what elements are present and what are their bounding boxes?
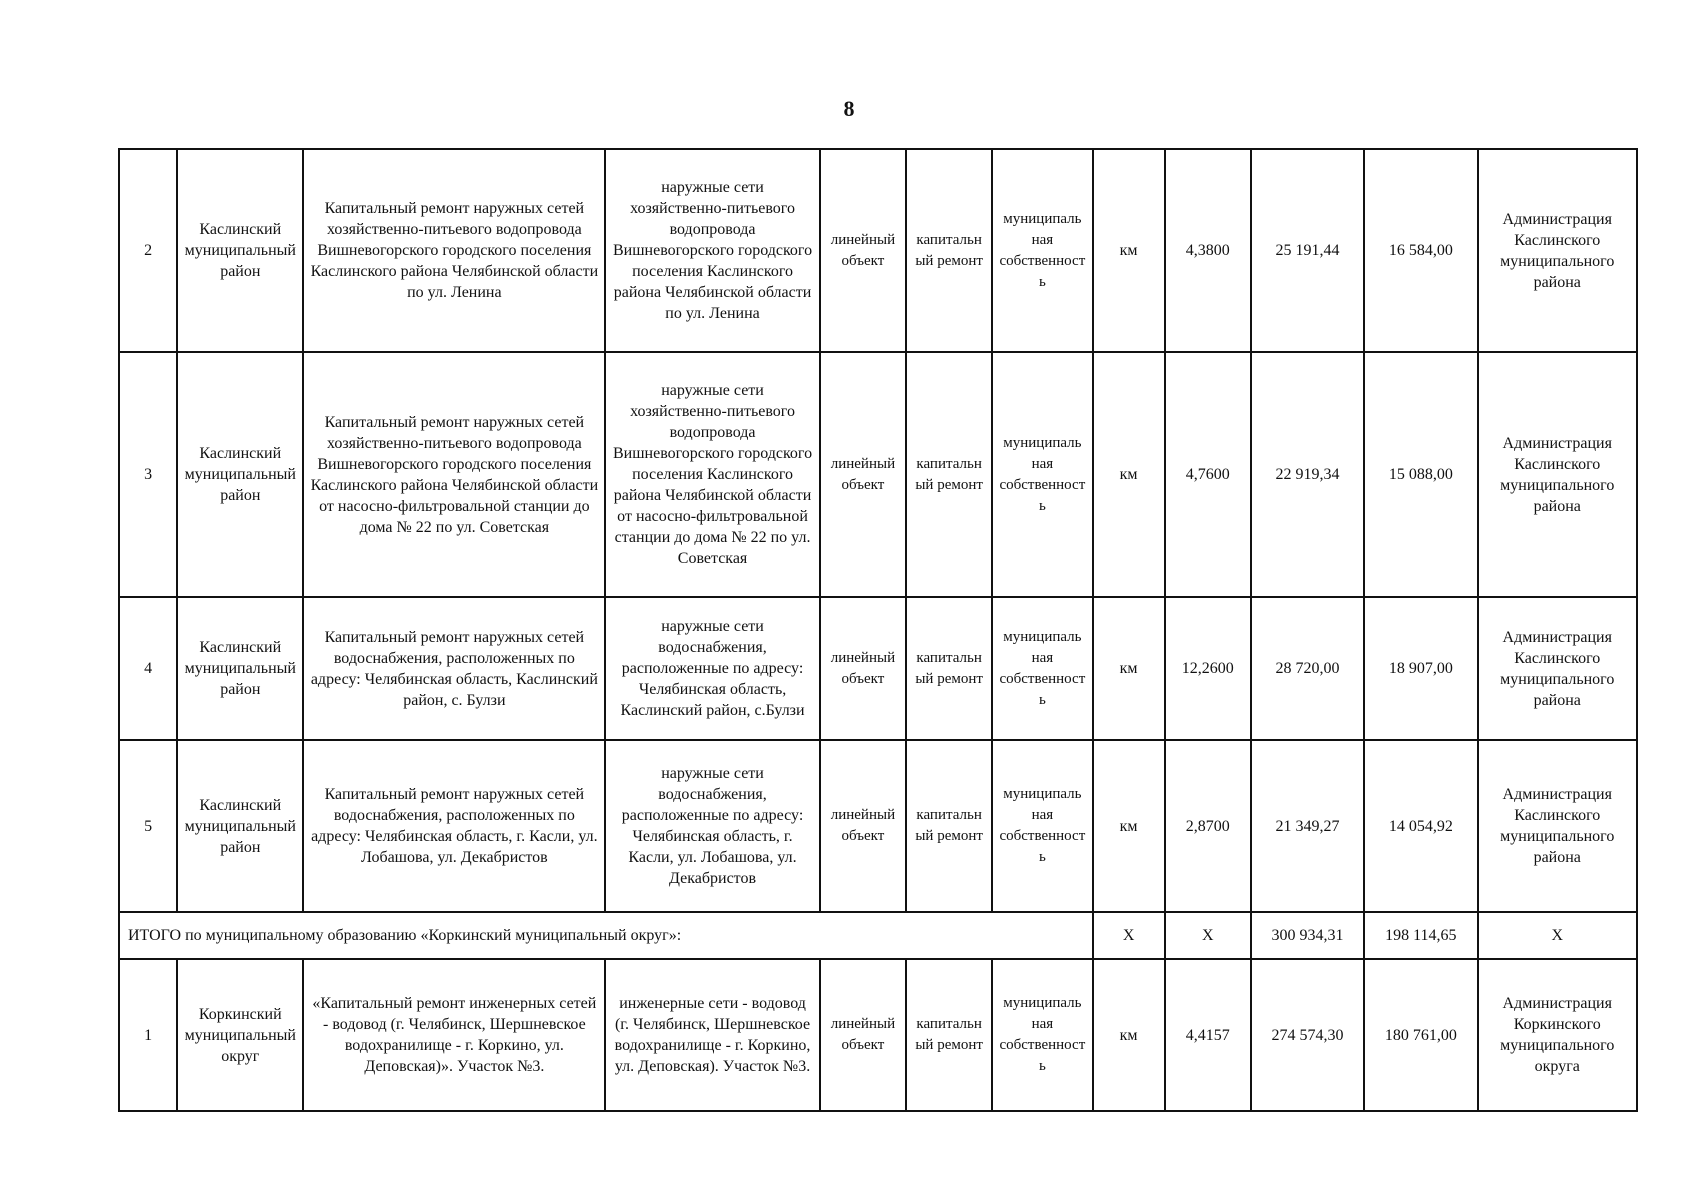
object-type-cell: линейный объект [820, 352, 906, 597]
total-label: ИТОГО по муниципальному образованию «Коркинский муниципальный округ»: [119, 912, 1093, 959]
object-type-cell: линейный объект [820, 149, 906, 352]
program-table [118, 148, 1638, 1112]
unit-cell: км [1093, 149, 1165, 352]
capacity-cell: 12,2600 [1165, 597, 1251, 740]
unit-cell: км [1093, 959, 1165, 1111]
unit-cell: км [1093, 597, 1165, 740]
table-row [119, 597, 1637, 740]
row-number: 4 [119, 597, 177, 740]
object-type-cell: линейный объект [820, 959, 906, 1111]
total-cost-cell: 25 191,44 [1251, 149, 1364, 352]
table-row [119, 740, 1637, 912]
customer-cell: Администрация Каслинского муниципального района [1478, 149, 1638, 352]
project-name-cell: Капитальный ремонт наружных сетей водоснабжения, расположенных по адресу: Челябинская область, Каслинский район, с. Булзи [303, 597, 605, 740]
total-customer-cell: Х [1478, 912, 1638, 959]
budget-cost-cell: 16 584,00 [1364, 149, 1477, 352]
ownership-cell: муниципальная собственность [992, 740, 1092, 912]
object-type-cell: линейный объект [820, 740, 906, 912]
total-cost-cell: 300 934,31 [1251, 912, 1364, 959]
total-unit-cell: Х [1093, 912, 1165, 959]
municipality-cell: Каслинский муниципальный район [177, 740, 303, 912]
row-number: 5 [119, 740, 177, 912]
unit-cell: км [1093, 740, 1165, 912]
object-cell: наружные сети хозяйственно-питьевого водопровода Вишневогорского городского поселения Каслинского района Челябинской области от насосно-фильтровальной станции до дома № 22 по ул. Советская [605, 352, 820, 597]
project-name-cell: Капитальный ремонт наружных сетей хозяйственно-питьевого водопровода Вишневогорского городского поселения Каслинского района Челябинской области от насосно-фильтровальной станции до дома № 22 по ул. Советская [303, 352, 605, 597]
municipality-cell: Коркинский муниципальный округ [177, 959, 303, 1111]
total-cost-cell: 274 574,30 [1251, 959, 1364, 1111]
budget-cost-cell: 180 761,00 [1364, 959, 1477, 1111]
table-row [119, 352, 1637, 597]
total-row [119, 912, 1637, 959]
municipality-cell: Каслинский муниципальный район [177, 597, 303, 740]
work-type-cell: капитальный ремонт [906, 149, 992, 352]
total-budget-cell: 198 114,65 [1364, 912, 1477, 959]
unit-cell: км [1093, 352, 1165, 597]
object-cell: наружные сети водоснабжения, расположенные по адресу: Челябинская область, г. Касли, ул. Лобашова, ул. Декабристов [605, 740, 820, 912]
total-cost-cell: 28 720,00 [1251, 597, 1364, 740]
table-row [119, 149, 1637, 352]
customer-cell: Администрация Коркинского муниципального округа [1478, 959, 1638, 1111]
work-type-cell: капитальный ремонт [906, 352, 992, 597]
work-type-cell: капитальный ремонт [906, 597, 992, 740]
row-number: 3 [119, 352, 177, 597]
budget-cost-cell: 14 054,92 [1364, 740, 1477, 912]
project-name-cell: «Капитальный ремонт инженерных сетей - водовод (г. Челябинск, Шершневское водохранилище - г. Коркино, ул. Деповская)». Участок №3. [303, 959, 605, 1111]
customer-cell: Администрация Каслинского муниципального района [1478, 740, 1638, 912]
customer-cell: Администрация Каслинского муниципального района [1478, 352, 1638, 597]
municipality-cell: Каслинский муниципальный район [177, 352, 303, 597]
ownership-cell: муниципальная собственность [992, 149, 1092, 352]
budget-cost-cell: 18 907,00 [1364, 597, 1477, 740]
ownership-cell: муниципальная собственность [992, 959, 1092, 1111]
table-row [119, 959, 1637, 1111]
capacity-cell: 4,3800 [1165, 149, 1251, 352]
project-name-cell: Капитальный ремонт наружных сетей водоснабжения, расположенных по адресу: Челябинская область, г. Касли, ул. Лобашова, ул. Декабристов [303, 740, 605, 912]
customer-cell: Администрация Каслинского муниципального района [1478, 597, 1638, 740]
work-type-cell: капитальный ремонт [906, 740, 992, 912]
ownership-cell: муниципальная собственность [992, 352, 1092, 597]
work-type-cell: капитальный ремонт [906, 959, 992, 1111]
row-number: 2 [119, 149, 177, 352]
row-number: 1 [119, 959, 177, 1111]
total-capacity-cell: Х [1165, 912, 1251, 959]
object-cell: наружные сети водоснабжения, расположенные по адресу: Челябинская область, Каслинский район, с.Булзи [605, 597, 820, 740]
total-cost-cell: 22 919,34 [1251, 352, 1364, 597]
total-cost-cell: 21 349,27 [1251, 740, 1364, 912]
page-number: 8 [843, 96, 855, 121]
capacity-cell: 4,4157 [1165, 959, 1251, 1111]
budget-cost-cell: 15 088,00 [1364, 352, 1477, 597]
municipality-cell: Каслинский муниципальный район [177, 149, 303, 352]
capacity-cell: 4,7600 [1165, 352, 1251, 597]
ownership-cell: муниципальная собственность [992, 597, 1092, 740]
capacity-cell: 2,8700 [1165, 740, 1251, 912]
project-name-cell: Капитальный ремонт наружных сетей хозяйственно-питьевого водопровода Вишневогорского городского поселения Каслинского района Челябинской области по ул. Ленина [303, 149, 605, 352]
object-type-cell: линейный объект [820, 597, 906, 740]
object-cell: инженерные сети - водовод (г. Челябинск, Шершневское водохранилище - г. Коркино, ул. Деповская). Участок №3. [605, 959, 820, 1111]
object-cell: наружные сети хозяйственно-питьевого водопровода Вишневогорского городского поселения Каслинского района Челябинской области по ул. Ленина [605, 149, 820, 352]
